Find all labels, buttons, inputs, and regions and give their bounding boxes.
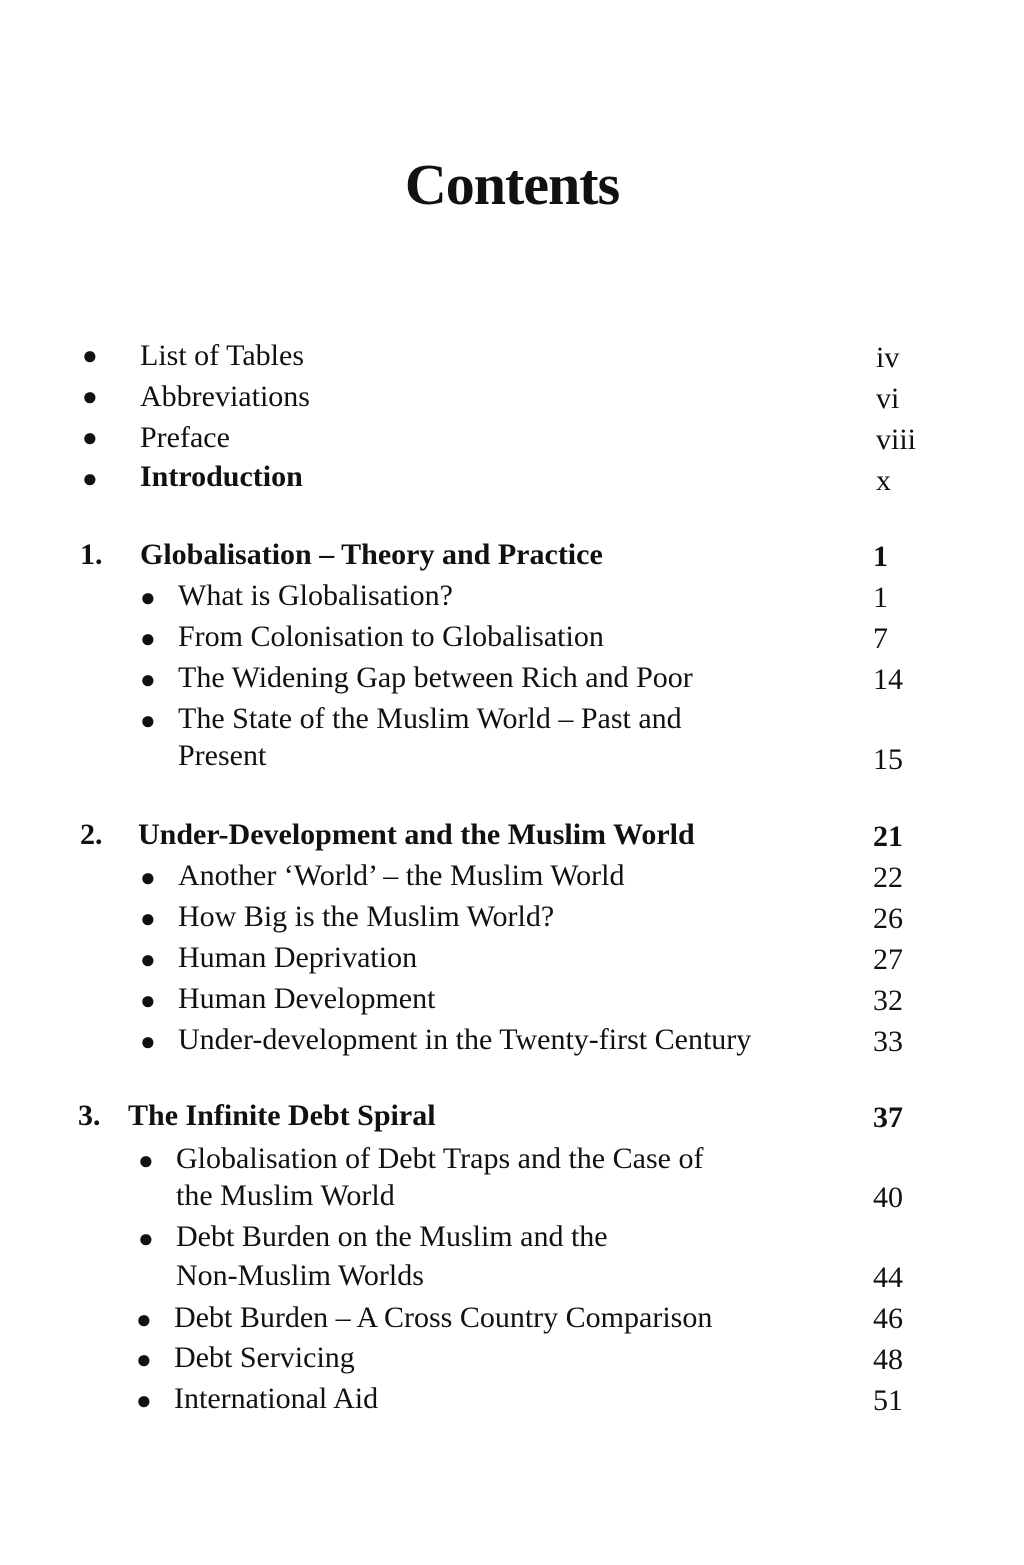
- bullet-icon: ●: [140, 583, 156, 612]
- toc-entry-label-continued: Present: [178, 739, 267, 772]
- toc-entry-label: Debt Burden on the Muslim and the: [176, 1220, 608, 1253]
- bullet-icon: ●: [138, 1146, 154, 1175]
- toc-entry-label: The State of the Muslim World – Past and: [178, 702, 682, 735]
- toc-entry-page: 14: [873, 663, 903, 696]
- toc-entry-page: 46: [873, 1302, 903, 1335]
- bullet-icon: ●: [140, 904, 156, 933]
- bullet-icon: ●: [82, 423, 98, 452]
- toc-entry-label: From Colonisation to Globalisation: [178, 620, 604, 653]
- toc-entry-label: The Widening Gap between Rich and Poor: [178, 661, 693, 694]
- toc-entry-page: 7: [873, 622, 888, 655]
- bullet-icon: ●: [140, 863, 156, 892]
- toc-entry-label: How Big is the Muslim World?: [178, 900, 555, 933]
- toc-entry-label: List of Tables: [140, 339, 304, 372]
- chapter-number: 1.: [80, 538, 103, 571]
- bullet-icon: ●: [140, 1027, 156, 1056]
- toc-entry-label: Abbreviations: [140, 380, 310, 413]
- toc-entry-label-continued: Non-Muslim Worlds: [176, 1259, 424, 1292]
- bullet-icon: ●: [136, 1305, 152, 1334]
- toc-entry-label-continued: the Muslim World: [176, 1179, 395, 1212]
- toc-entry-label: Another ‘World’ – the Muslim World: [178, 859, 625, 892]
- toc-entry-page: vi: [876, 382, 900, 415]
- toc-entry-page: 22: [873, 861, 903, 894]
- toc-entry-label: Debt Burden – A Cross Country Comparison: [174, 1301, 713, 1334]
- bullet-icon: ●: [140, 624, 156, 653]
- toc-entry-label: Globalisation of Debt Traps and the Case of: [176, 1142, 704, 1175]
- toc-entry-page: 1: [873, 581, 888, 614]
- toc-entry-page: viii: [876, 423, 917, 456]
- toc-entry-page: 27: [873, 943, 903, 976]
- toc-entry-label: Under-development in the Twenty-first Century: [178, 1023, 752, 1056]
- toc-entry-page: 48: [873, 1343, 903, 1376]
- toc-entry-label: Human Deprivation: [178, 941, 418, 974]
- bullet-icon: ●: [138, 1224, 154, 1253]
- chapter-title: Globalisation – Theory and Practice: [140, 538, 603, 571]
- bullet-icon: ●: [140, 706, 156, 735]
- chapter-page: 1: [873, 540, 888, 573]
- toc-entry-label: International Aid: [174, 1382, 379, 1415]
- toc-entry-page: 51: [873, 1384, 903, 1417]
- chapter-page: 21: [873, 820, 903, 853]
- toc-entry-label: Introduction: [140, 460, 303, 493]
- toc-entry-label: Preface: [140, 421, 230, 454]
- bullet-icon: ●: [82, 464, 98, 493]
- chapter-page: 37: [873, 1101, 903, 1134]
- toc-entry-page: 40: [873, 1181, 903, 1214]
- toc-entry-page: 44: [873, 1261, 903, 1294]
- toc-entry-page: 32: [873, 984, 903, 1017]
- bullet-icon: ●: [82, 341, 98, 370]
- bullet-icon: ●: [136, 1345, 152, 1374]
- chapter-number: 3.: [78, 1099, 101, 1132]
- toc-entry-label: Debt Servicing: [174, 1341, 355, 1374]
- toc-entry-page: 26: [873, 902, 903, 935]
- chapter-number: 2.: [80, 818, 103, 851]
- chapter-title: The Infinite Debt Spiral: [128, 1099, 436, 1132]
- bullet-icon: ●: [82, 382, 98, 411]
- bullet-icon: ●: [140, 986, 156, 1015]
- page-title: Contents: [404, 152, 620, 217]
- toc-entry-page: x: [876, 464, 891, 497]
- toc-entry-label: Human Development: [178, 982, 436, 1015]
- toc-entry-page: 15: [873, 743, 903, 776]
- toc-entry-page: 33: [873, 1025, 903, 1058]
- chapter-title: Under-Development and the Muslim World: [138, 818, 695, 851]
- bullet-icon: ●: [140, 665, 156, 694]
- toc-entry-label: What is Globalisation?: [178, 579, 453, 612]
- bullet-icon: ●: [136, 1386, 152, 1415]
- bullet-icon: ●: [140, 945, 156, 974]
- toc-entry-page: iv: [876, 341, 900, 374]
